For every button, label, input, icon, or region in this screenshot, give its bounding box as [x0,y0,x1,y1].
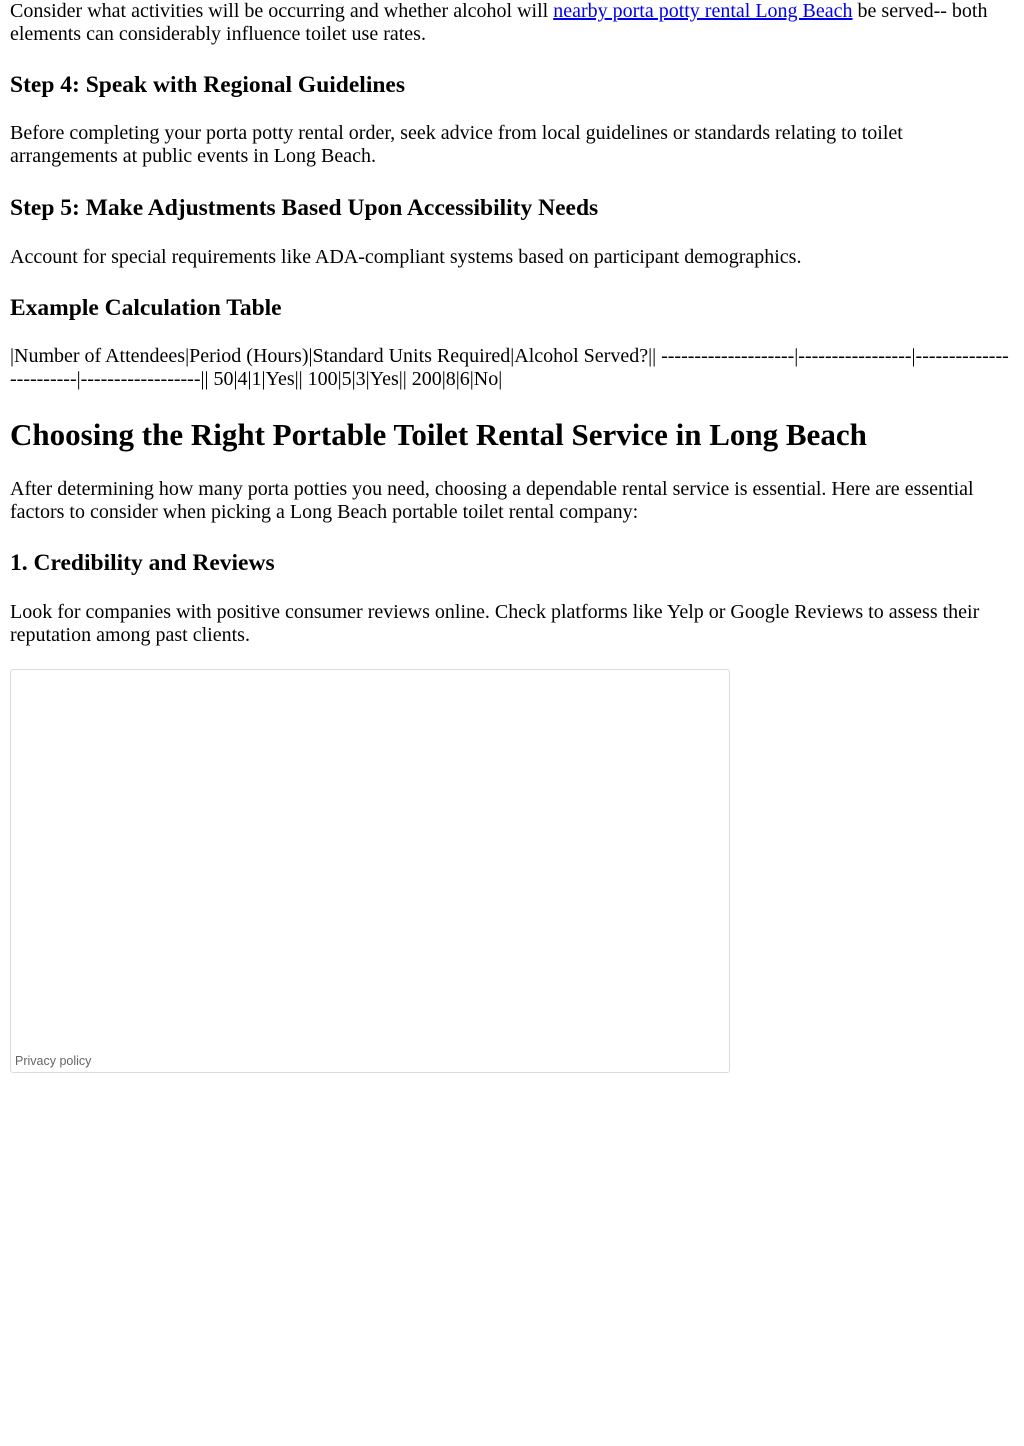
example-heading: Example Calculation Table [10,295,282,321]
privacy-policy-link[interactable]: Privacy policy [14,1052,94,1070]
example-raw-table: |Number of Attendees|Period (Hours)|Standard Units Required|Alcohol Served?|| --------------------|-----------------|------------------------|------------------|| 50|4|1|Yes|| 100|5|3|Yes|| 200|8|6|No| [10,345,1009,390]
step4-heading: Step 4: Speak with Regional Guidelines [10,72,405,98]
credibility-heading: 1. Credibility and Reviews [10,550,275,576]
map-embed-frame[interactable] [10,669,730,1073]
intro-paragraph [10,0,1014,46]
step5-paragraph: Account for special requirements like ADA-compliant systems based on participant demographics. [10,246,802,268]
intro-text-after: be served-- both elements can considerably influence toilet use rates. [10,0,988,45]
step5-heading: Step 5: Make Adjustments Based Upon Accessibility Needs [10,195,599,221]
section-intro-paragraph: After determining how many porta potties you need, choosing a dependable rental service is essential. Here are essential factors to consider when picking a Long Beach portable toilet rental company: [10,478,974,523]
step4-paragraph: Before completing your porta potty rental order, seek advice from local guidelines or standards relating to toilet arrangements at public events in Long Beach. [10,122,903,167]
long-beach-rental-link[interactable]: nearby porta potty rental Long Beach [553,0,853,22]
section-heading: Choosing the Right Portable Toilet Rental Service in Long Beach [10,417,867,452]
credibility-paragraph: Look for companies with positive consumer reviews online. Check platforms like Yelp or Google Reviews to assess their reputation among past clients. [10,601,980,646]
intro-text-before: Consider what activities will be occurring and whether alcohol will [10,0,554,22]
